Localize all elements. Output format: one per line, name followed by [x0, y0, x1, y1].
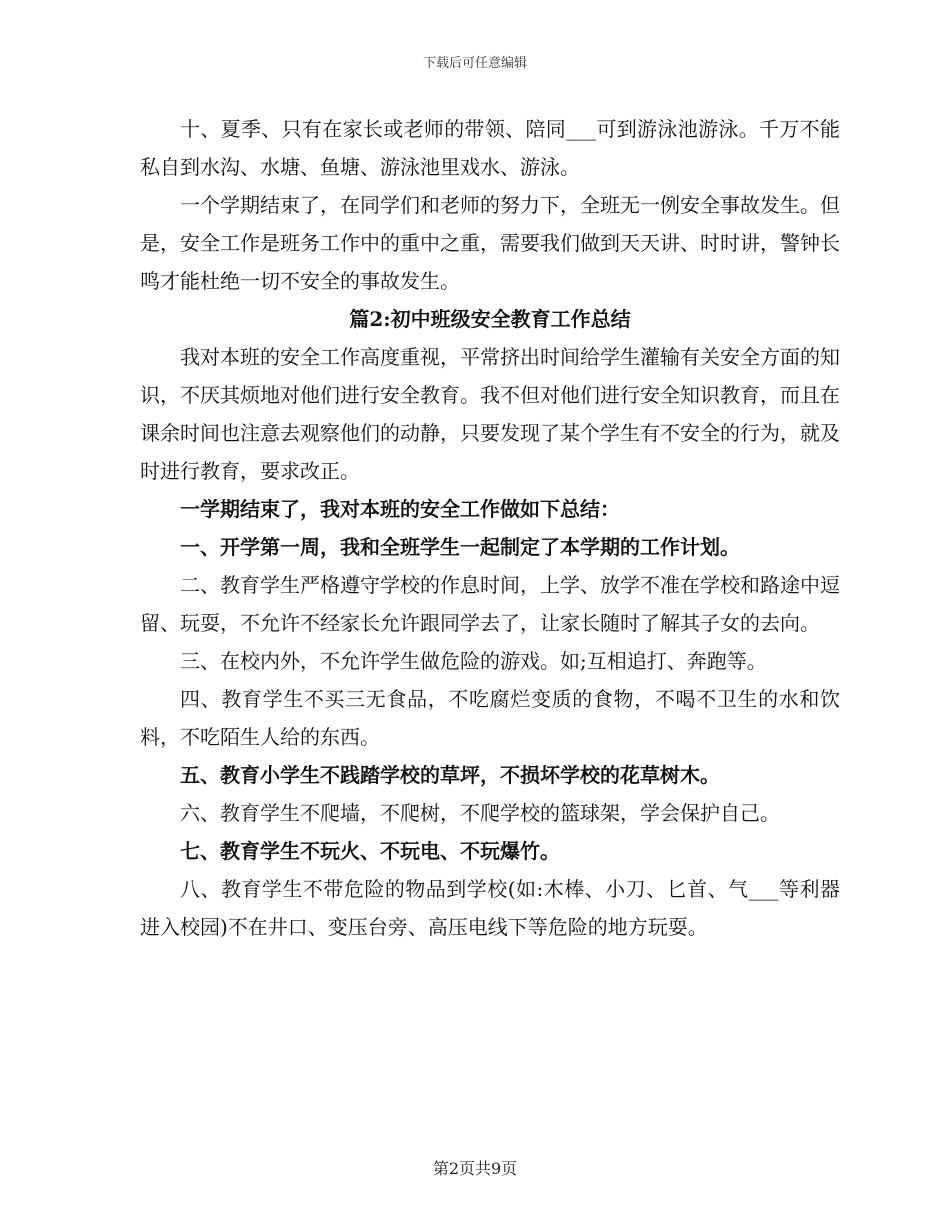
page-header: 下载后可任意编辑 — [422, 56, 527, 71]
document-body — [140, 110, 840, 946]
page-footer: 第2页共9页 — [432, 1159, 518, 1178]
paragraph-item-8: 八、教育学生不带危险的物品到学校(如:木棒、小刀、匕首、气___等利器进入校园)不在井口、变压台旁、高压电线下等危险的地方玩耍。 — [140, 877, 840, 939]
section-title: 篇2:初中班级安全教育工作总结 — [349, 307, 631, 331]
paragraph-summary-lead: 一学期结束了，我对本班的安全工作做如下总结： — [180, 497, 620, 521]
paragraph-item-6: 六、教育学生不爬墙，不爬树，不爬学校的篮球架，学会保护自己。 — [180, 801, 780, 825]
paragraph-item-7: 七、教育学生不玩火、不玩电、不玩爆竹。 — [180, 839, 560, 863]
paragraph-item-5: 五、教育小学生不践踏学校的草坪，不损坏学校的花草树木。 — [180, 763, 720, 787]
paragraph-intro: 我对本班的安全工作高度重视，平常挤出时间给学生灌输有关安全方面的知识，不厌其烦地对他们进行安全教育。我不但对他们进行安全知识教育，而且在课余时间也注意去观察他们的动静，只要发现了某个学生有不安全的行为，就及时进行教育，要求改正。 — [140, 345, 840, 483]
paragraph-item-10: 十、夏季、只有在家长或老师的带领、陪同___可到游泳池游泳。千万不能私自到水沟、水塘、鱼塘、游泳池里戏水、游泳。 — [140, 117, 840, 179]
paragraph-item-1: 一、开学第一周，我和全班学生一起制定了本学期的工作计划。 — [180, 535, 740, 559]
paragraph-semester-end: 一个学期结束了，在同学们和老师的努力下，全班无一例安全事故发生。但是，安全工作是班务工作中的重中之重，需要我们做到天天讲、时时讲，警钟长鸣才能杜绝一切不安全的事故发生。 — [140, 193, 840, 293]
paragraph-item-2: 二、教育学生严格遵守学校的作息时间，上学、放学不准在学校和路途中逗留、玩耍，不允许不经家长允许跟同学去了，让家长随时了解其子女的去向。 — [140, 573, 840, 635]
paragraph-item-4: 四、教育学生不买三无食品，不吃腐烂变质的食物，不喝不卫生的水和饮料，不吃陌生人给的东西。 — [140, 687, 840, 749]
paragraph-item-3: 三、在校内外，不允许学生做危险的游戏。如;互相追打、奔跑等。 — [180, 649, 767, 673]
